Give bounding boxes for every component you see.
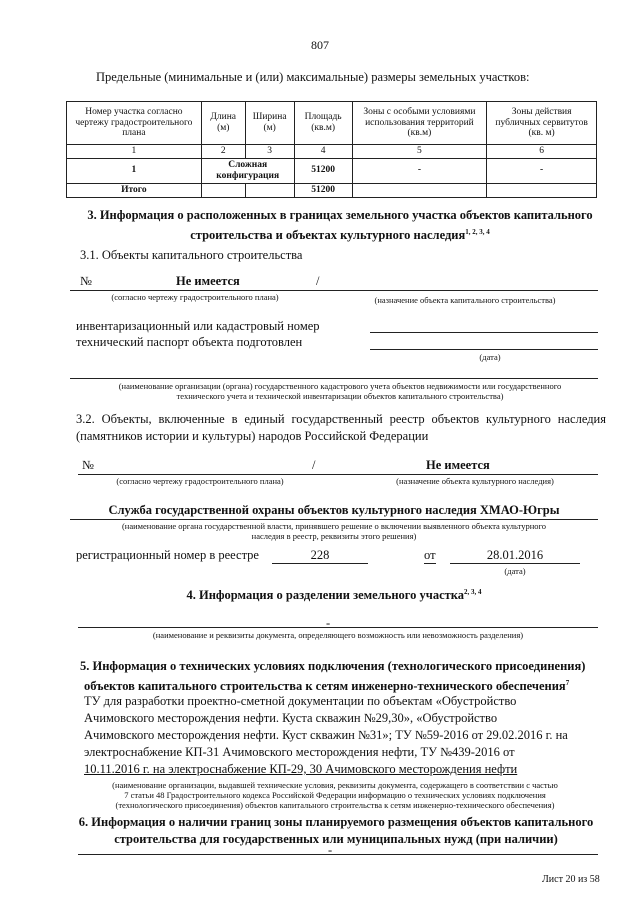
s31-slash: / bbox=[316, 274, 320, 288]
col-number: 1 bbox=[67, 145, 202, 159]
inventory-number-line bbox=[370, 332, 598, 333]
s32-value: Не имеется bbox=[426, 458, 490, 472]
section-3-2-title bbox=[76, 411, 606, 445]
section-4-dash: - bbox=[326, 616, 331, 630]
section-5-body-line: электроснабжение КП-31 Ачимовского месторождения нефти, ТУ №439-2016 от bbox=[84, 745, 515, 759]
plot-number-cell: 1 bbox=[67, 158, 202, 183]
s32-number-sign: № bbox=[82, 458, 94, 472]
registry-date-caption: (дата) bbox=[504, 566, 526, 576]
col-number: 6 bbox=[487, 145, 597, 159]
s32-slash: / bbox=[312, 458, 316, 472]
section-5-body-line: Ачимовского месторождения нефти. Куста скважин №29,30», «Обустройство bbox=[84, 711, 498, 725]
authority-caption bbox=[70, 521, 598, 541]
section-3-footnote-ref: 1, 2, 3, 4 bbox=[465, 228, 490, 236]
header-cell: Зоны действия публичных сервитутов (кв. м) bbox=[487, 102, 597, 145]
section-5-body-line: 10.11.2016 г. на электроснабжение КП-29, 30 Ачимовского месторождения нефти bbox=[84, 762, 518, 776]
section-5-body-line: Ачимовского месторождения нефти. Куст скважин №31»; ТУ №59-2016 от 29.02.2016 г. на bbox=[84, 728, 568, 742]
section-5-caption-line1: (наименование организации, выдавшей технические условия, реквизиты документа, содержащего в соответствии с частью bbox=[112, 780, 558, 790]
s32-caption-right: (назначение объекта культурного наследия) bbox=[396, 476, 554, 486]
section-5-caption-line2: 7 статьи 48 Градостроительного кодекса Российской Федерации информацию о технических условиях подключения bbox=[124, 790, 546, 800]
org-caption-line1: (наименование организации (органа) государственного кадастрового учета объектов недвижимости или государственного bbox=[118, 381, 562, 391]
inventory-number-label: инвентаризационный или кадастровый номер bbox=[76, 319, 320, 333]
total-area-cell: 51200 bbox=[294, 183, 352, 197]
section-5-body-line: ТУ для разработки проектно-сметной документации по объектам «Обустройство bbox=[84, 694, 517, 708]
passport-date-line bbox=[370, 349, 598, 350]
header-cell: Длина (м) bbox=[201, 102, 245, 145]
section-3-2-title-line1: 3.2. Объекты, включенные в единый государственный реестр объектов культурного наследия bbox=[76, 412, 606, 426]
section-4-caption: (наименование и реквизиты документа, определяющего возможность или невозможность разделения) bbox=[152, 630, 524, 640]
section-3-title-line1: 3. Информация о расположенных в границах земельного участка объектов капитального bbox=[87, 208, 593, 222]
total-label-cell: Итого bbox=[67, 183, 202, 197]
section-6-underline bbox=[78, 854, 598, 855]
authority-underline bbox=[70, 519, 598, 520]
section-5-title bbox=[80, 658, 602, 695]
authority-caption-line1: (наименование органа государственной власти, принявшего решение о включении выявленного объекта культурного bbox=[121, 521, 547, 531]
section-6-title bbox=[66, 814, 606, 848]
section-3-title-line2-text: строительства и объектах культурного наследия bbox=[190, 228, 466, 243]
land-sizes-table bbox=[66, 101, 597, 198]
org-caption-line2: технического учета и технической инвентаризации объектов капитального строительства) bbox=[176, 391, 504, 401]
servitudes-cell: - bbox=[487, 158, 597, 183]
header-cell: Зоны с особыми условиями использования территорий (кв.м) bbox=[352, 102, 487, 145]
section-3-2-title-line2: (памятников истории и культуры) народов Российской Федерации bbox=[76, 429, 429, 443]
section-6-title-line1: 6. Информация о наличии границ зоны планируемого размещения объектов капитального bbox=[78, 815, 594, 829]
s32-caption-left: (согласно чертежу градостроительного плана) bbox=[116, 476, 284, 486]
section-3-title bbox=[80, 207, 600, 244]
table-header-row bbox=[67, 102, 597, 145]
table-total-row bbox=[67, 183, 597, 197]
dimensions-cell: Сложная конфигурация bbox=[201, 158, 294, 183]
section-4-footnote-ref: 2, 3, 4 bbox=[464, 588, 482, 596]
empty-cell bbox=[487, 183, 597, 197]
registry-from: от bbox=[424, 548, 436, 562]
section-6-dash: - bbox=[328, 843, 333, 857]
section-5-caption bbox=[70, 780, 600, 810]
s31-value: Не имеется bbox=[176, 274, 240, 288]
empty-cell bbox=[352, 183, 487, 197]
s32-underline bbox=[78, 474, 598, 475]
section-6-title-line2: строительства для государственных или муниципальных нужд (при наличии) bbox=[114, 832, 558, 846]
section-3-title-line2 bbox=[80, 224, 600, 244]
col-number: 2 bbox=[201, 145, 245, 159]
s31-number-sign: № bbox=[80, 274, 92, 288]
col-number: 3 bbox=[245, 145, 294, 159]
table-col-number-row bbox=[67, 145, 597, 159]
section-5-footnote-ref: 7 bbox=[565, 679, 570, 687]
registry-number: 228 bbox=[272, 548, 368, 564]
s31-underline bbox=[70, 290, 598, 291]
header-cell: Номер участка согласно чертежу градостроительного плана bbox=[67, 102, 202, 145]
passport-date-caption: (дата) bbox=[479, 352, 501, 362]
header-cell: Площадь (кв.м) bbox=[294, 102, 352, 145]
section-5-body bbox=[84, 693, 604, 778]
col-number: 5 bbox=[352, 145, 487, 159]
page-number: 807 bbox=[311, 38, 329, 52]
page-footer: Лист 20 из 58 bbox=[542, 874, 600, 885]
section-5-caption-line3: (технологического присоединения) объектов капитального строительства к сетям инженерно-технического обеспечения) bbox=[115, 800, 555, 810]
authority-name: Служба государственной охраны объектов культурного наследия ХМАО-Югры bbox=[108, 503, 560, 517]
section-3-1-title: 3.1. Объекты капитального строительства bbox=[80, 248, 303, 262]
org-caption bbox=[70, 381, 610, 401]
section-5-title-line1: 5. Информация о технических условиях подключения (технологического присоединения) bbox=[80, 659, 586, 673]
empty-cell bbox=[201, 183, 245, 197]
section-4-title bbox=[70, 588, 598, 603]
special-zones-cell: - bbox=[352, 158, 487, 183]
section-4-underline bbox=[78, 627, 598, 628]
empty-cell bbox=[245, 183, 294, 197]
registry-date: 28.01.2016 bbox=[450, 548, 580, 564]
header-cell: Ширина (м) bbox=[245, 102, 294, 145]
s31-caption-right: (назначение объекта капитального строительства) bbox=[374, 295, 556, 305]
table-row bbox=[67, 158, 597, 183]
org-underline bbox=[70, 378, 598, 379]
col-number: 4 bbox=[294, 145, 352, 159]
authority-caption-line2: наследия в реестр, реквизиты этого решения) bbox=[251, 531, 417, 541]
section-5-title-line2-text: объектов капитального строительства к сетям инженерно-технического обеспечения bbox=[84, 679, 566, 694]
area-cell: 51200 bbox=[294, 158, 352, 183]
registry-number-label: регистрационный номер в реестре bbox=[76, 548, 259, 562]
sizes-intro: Предельные (минимальные и (или) максимальные) размеры земельных участков: bbox=[96, 70, 530, 84]
s31-caption-left: (согласно чертежу градостроительного плана) bbox=[111, 292, 279, 302]
tech-passport-label: технический паспорт объекта подготовлен bbox=[76, 335, 303, 349]
section-4-title-text: 4. Информация о разделении земельного участка bbox=[186, 588, 465, 603]
